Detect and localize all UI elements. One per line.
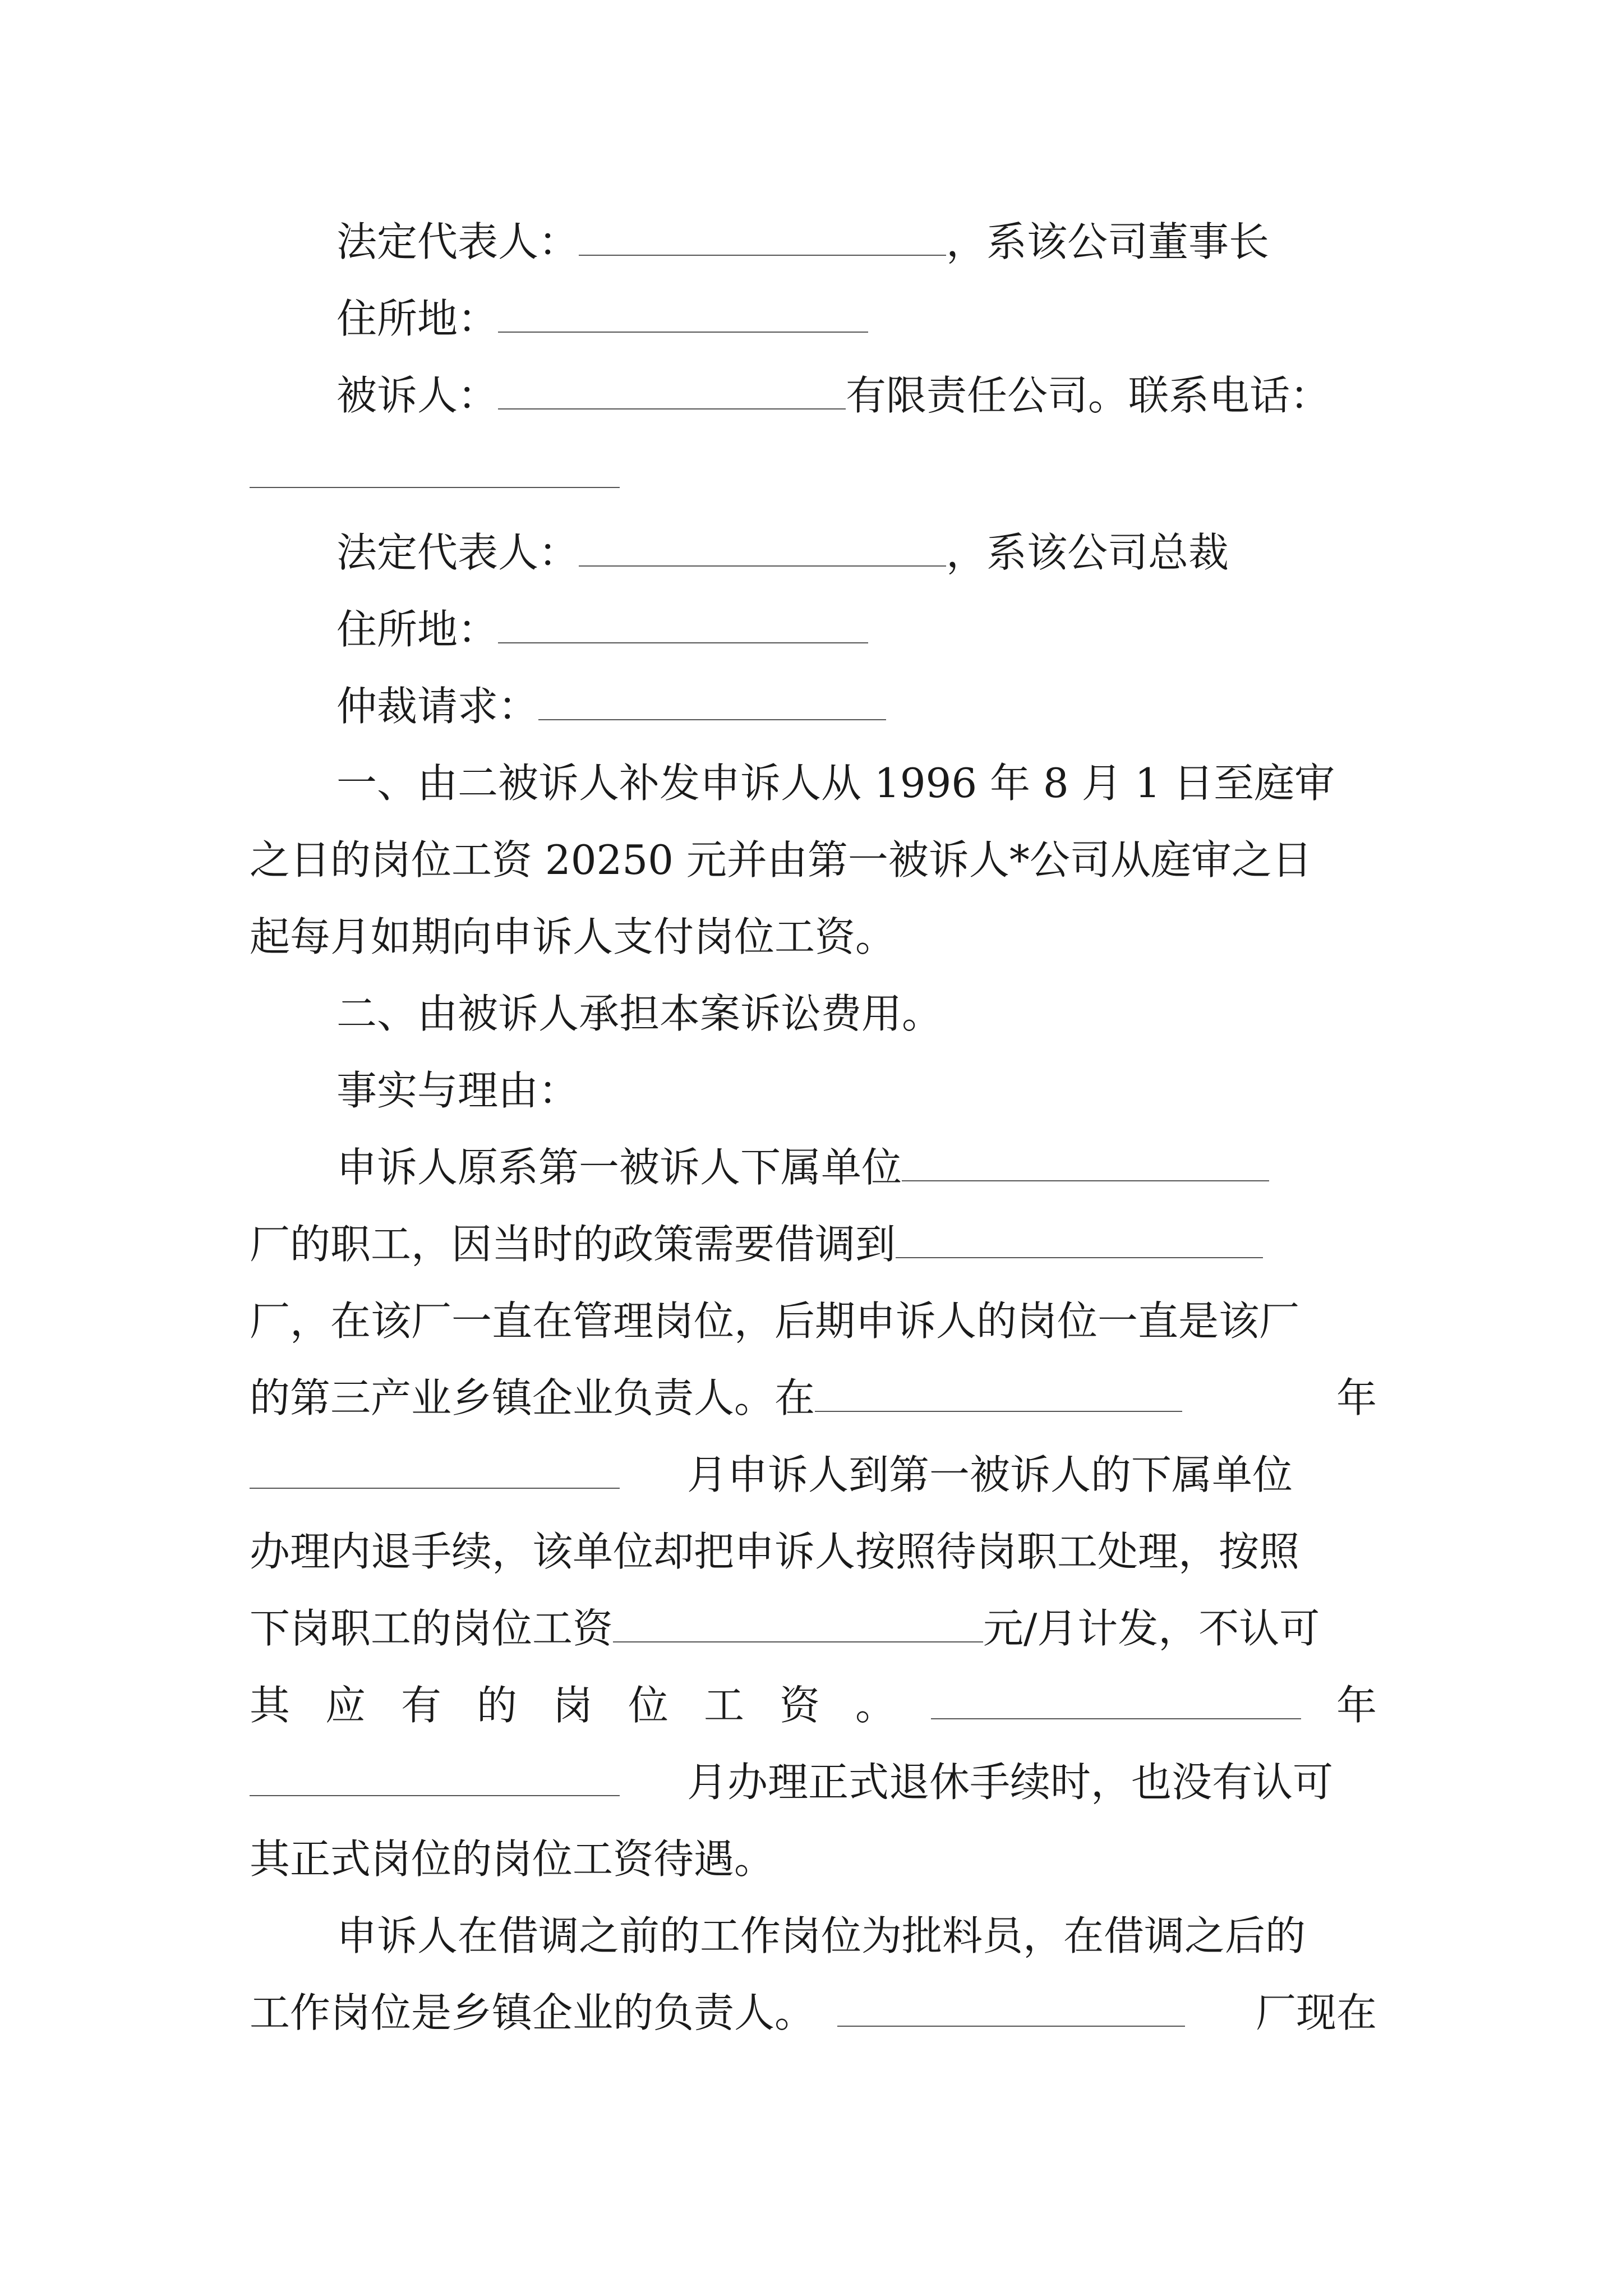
facts-line-12: [250, 1987, 1377, 2038]
spaced-char-5: 岗: [552, 1682, 593, 1729]
facts-line-9: [250, 1757, 1377, 1807]
address-label: 住所地：: [336, 295, 499, 342]
facts-line-2: [250, 1219, 1377, 1269]
facts-heading: 事实与理由：: [336, 1067, 579, 1114]
facts-line-5: [250, 1450, 1377, 1500]
address-blank-2[interactable]: [498, 606, 868, 643]
arbitration-request-label: 仲裁请求：: [336, 683, 539, 730]
facts-text-12: 工作岗位是乡镇企业的负责人。: [250, 1989, 815, 2036]
respondent-line: [336, 370, 1377, 421]
legal-rep-role-2: ，系该公司总裁: [946, 529, 1229, 576]
spaced-char-6: 位: [628, 1682, 669, 1729]
spaced-char-2: 应: [325, 1682, 366, 1729]
facts-text-6: 办理内退手续，该单位却把申诉人按照待岗职工处理，按照: [250, 1528, 1300, 1575]
address-line-1: [336, 293, 1377, 344]
facts-text-4-group: [250, 1373, 1182, 1423]
phone-blank-line: [250, 449, 1377, 499]
facts-line-3: [250, 1296, 1377, 1346]
legal-rep-line-2: [336, 527, 1377, 578]
request-1-line-3: [250, 912, 1377, 962]
facts-text-11: 申诉人在借调之前的工作岗位为批料员，在借调之后的: [336, 1912, 1306, 1959]
month-blank-1[interactable]: [250, 1452, 620, 1489]
request-1-text-1: 一、由二被诉人补发申诉人从 1996 年 8 月 1 日至庭审: [336, 760, 1335, 807]
spaced-char-1: 其: [250, 1682, 291, 1729]
request-2-text: 二、由被诉人承担本案诉讼费用。: [336, 990, 943, 1037]
spaced-char-3: 有: [401, 1682, 442, 1729]
legal-rep-role: ，系该公司董事长: [946, 218, 1270, 265]
facts-line-1: [336, 1142, 1377, 1193]
facts-text-5: 月申诉人到第一被诉人的下属单位: [687, 1451, 1293, 1498]
request-1-line-2: [250, 835, 1377, 885]
facts-text-12b: 厂现在: [1255, 1989, 1377, 2036]
facts-text-12-group: [250, 1987, 1185, 2038]
address-blank[interactable]: [498, 296, 868, 333]
wage-blank[interactable]: [613, 1605, 983, 1642]
facts-text-7b: 元/月计发，不认可: [983, 1605, 1320, 1652]
year-label-1: 年: [1336, 1374, 1377, 1421]
facts-heading-line: [336, 1065, 1377, 1116]
facts-line-6: [250, 1526, 1377, 1577]
request-1-text-2: 之日的岗位工资 20250 元并由第一被诉人*公司从庭审之日: [250, 836, 1312, 884]
facts-text-7: 下岗职工的岗位工资: [250, 1605, 614, 1652]
legal-rep-blank[interactable]: [579, 219, 946, 256]
legal-rep-label-2: 法定代表人：: [336, 529, 579, 576]
spaced-char-8: 资: [780, 1682, 820, 1729]
facts-text-2: 厂的职工，因当时的政策需要借调到: [250, 1221, 896, 1268]
legal-rep-blank-2[interactable]: [579, 530, 946, 567]
facts-line-8: [250, 1680, 1377, 1731]
phone-blank[interactable]: [250, 451, 620, 488]
facts-text-3: 厂，在该厂一直在管理岗位，后期申诉人的岗位一直是该厂: [250, 1297, 1300, 1345]
facts-line-11: [336, 1911, 1377, 1961]
spaced-char-9: 。: [855, 1682, 896, 1729]
facts-line-4: [250, 1373, 1377, 1423]
month-blank-2[interactable]: [250, 1759, 620, 1796]
arbitration-request-line: [336, 681, 1377, 731]
unit-blank-2[interactable]: [896, 1221, 1263, 1258]
year-blank-1[interactable]: [815, 1375, 1182, 1412]
spaced-char-7: 工: [704, 1682, 745, 1729]
address-label-2: 住所地：: [336, 606, 499, 653]
facts-text-10: 其正式岗位的岗位工资待遇。: [250, 1835, 775, 1883]
legal-rep-line-1: [336, 217, 1377, 267]
respondent-company: 有限责任公司。联系电话：: [846, 372, 1331, 419]
arbitration-request-blank[interactable]: [538, 683, 886, 720]
respondent-label: 被诉人：: [336, 372, 499, 419]
facts-line-7: [250, 1603, 1377, 1654]
request-2-line: [336, 988, 1377, 1039]
year-label-2: 年: [1336, 1682, 1377, 1729]
facts-line-10: [250, 1834, 1377, 1884]
facts-text-9: 月办理正式退休手续时，也没有认可: [687, 1759, 1334, 1806]
year-blank-2[interactable]: [931, 1682, 1301, 1719]
request-1-line-1: [336, 758, 1377, 808]
facts-text-1: 申诉人原系第一被诉人下属单位: [336, 1144, 902, 1191]
address-line-2: [336, 604, 1377, 655]
spaced-char-4: 的: [477, 1682, 518, 1729]
legal-rep-label: 法定代表人：: [336, 218, 579, 265]
factory-blank[interactable]: [837, 1990, 1185, 2027]
respondent-blank[interactable]: [498, 372, 846, 409]
unit-blank-1[interactable]: [902, 1144, 1269, 1181]
facts-text-4: 的第三产业乡镇企业负责人。在: [250, 1374, 815, 1421]
request-1-text-3: 起每月如期向申诉人支付岗位工资。: [250, 913, 896, 960]
